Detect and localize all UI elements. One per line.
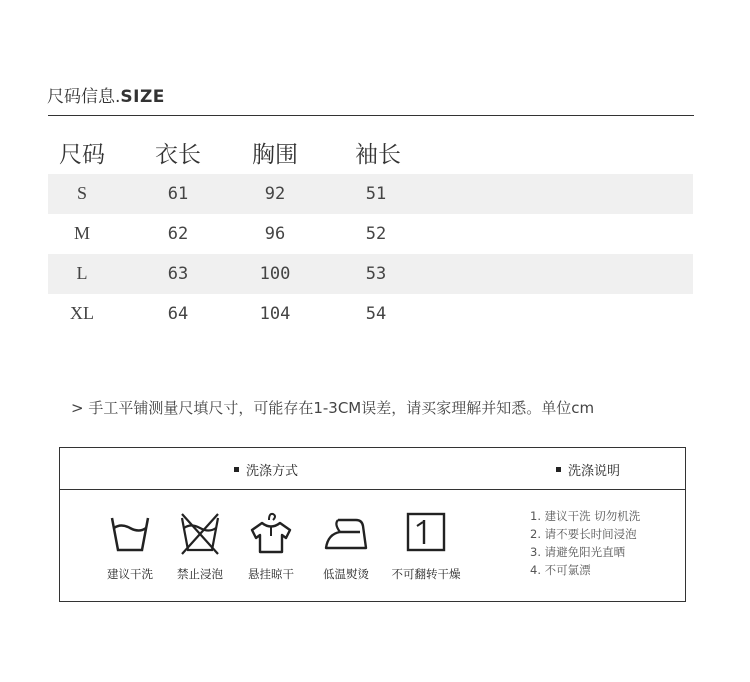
bullet-icon	[234, 467, 239, 472]
low-iron-icon	[322, 512, 370, 556]
cell-sleeve: 52	[365, 224, 387, 244]
hand-wash-icon-cell	[95, 512, 165, 581]
size-table-header	[48, 130, 693, 174]
list-item: 3. 请避免阳光直晒	[530, 545, 626, 559]
title-divider	[48, 115, 694, 116]
cell-chest: 96	[264, 224, 286, 244]
table-row	[48, 174, 693, 214]
list-item: 2. 请不要长时间浸泡	[530, 527, 637, 541]
cell-length: 61	[167, 184, 189, 204]
no-soak-icon	[178, 512, 222, 556]
table-row	[48, 214, 693, 254]
no-tumble-dry-icon	[404, 510, 448, 554]
hang-dry-icon	[248, 510, 294, 556]
header-length: 衣长	[155, 142, 201, 168]
low-iron-icon-cell	[311, 512, 381, 581]
care-label: 低温熨烫	[323, 567, 369, 581]
cell-sleeve: 54	[365, 304, 387, 324]
hand-wash-icon	[108, 512, 152, 556]
cell-chest: 100	[259, 264, 291, 284]
care-label: 不可翻转干燥	[391, 567, 461, 581]
wash-instructions-list	[530, 507, 640, 579]
care-label: 建议干洗	[107, 567, 153, 581]
cell-sleeve: 53	[365, 264, 387, 284]
cell-chest: 104	[259, 304, 291, 324]
header-sleeve: 袖长	[355, 142, 401, 168]
cell-chest: 92	[264, 184, 286, 204]
measurement-note: > 手工平铺测量尺填尺寸，可能存在1-3CM误差，请买家理解并知悉。单位cm	[71, 399, 595, 417]
wash-method-title: 洗涤方式	[246, 464, 299, 479]
cell-size: M	[73, 223, 91, 243]
care-label: 悬挂晾干	[248, 567, 294, 581]
care-label: 禁止浸泡	[177, 567, 223, 581]
section-title	[47, 82, 165, 107]
section-title-en: SIZE	[120, 87, 165, 107]
table-row	[48, 254, 693, 294]
wash-care-header	[60, 448, 685, 490]
header-chest: 胸围	[252, 142, 298, 168]
cell-size: XL	[70, 303, 94, 323]
wash-instructions-heading	[556, 460, 620, 479]
cell-sleeve: 51	[365, 184, 387, 204]
no-tumble-dry-icon-cell	[391, 510, 461, 581]
no-soak-icon-cell	[165, 512, 235, 581]
size-table	[48, 130, 693, 334]
cell-length: 64	[167, 304, 189, 324]
wash-method-heading	[234, 460, 298, 479]
section-title-cn: 尺码信息.	[47, 87, 121, 107]
list-item: 4. 不可氯漂	[530, 563, 591, 577]
header-size: 尺码	[59, 142, 105, 168]
table-row	[48, 294, 693, 334]
cell-size: L	[76, 263, 88, 283]
hang-dry-icon-cell	[236, 510, 306, 581]
list-item: 1. 建议干洗 切勿机洗	[530, 509, 641, 523]
wash-instructions-title: 洗涤说明	[568, 464, 621, 479]
bullet-icon	[556, 467, 561, 472]
cell-size: S	[76, 183, 88, 203]
cell-length: 63	[167, 264, 189, 284]
cell-length: 62	[167, 224, 189, 244]
